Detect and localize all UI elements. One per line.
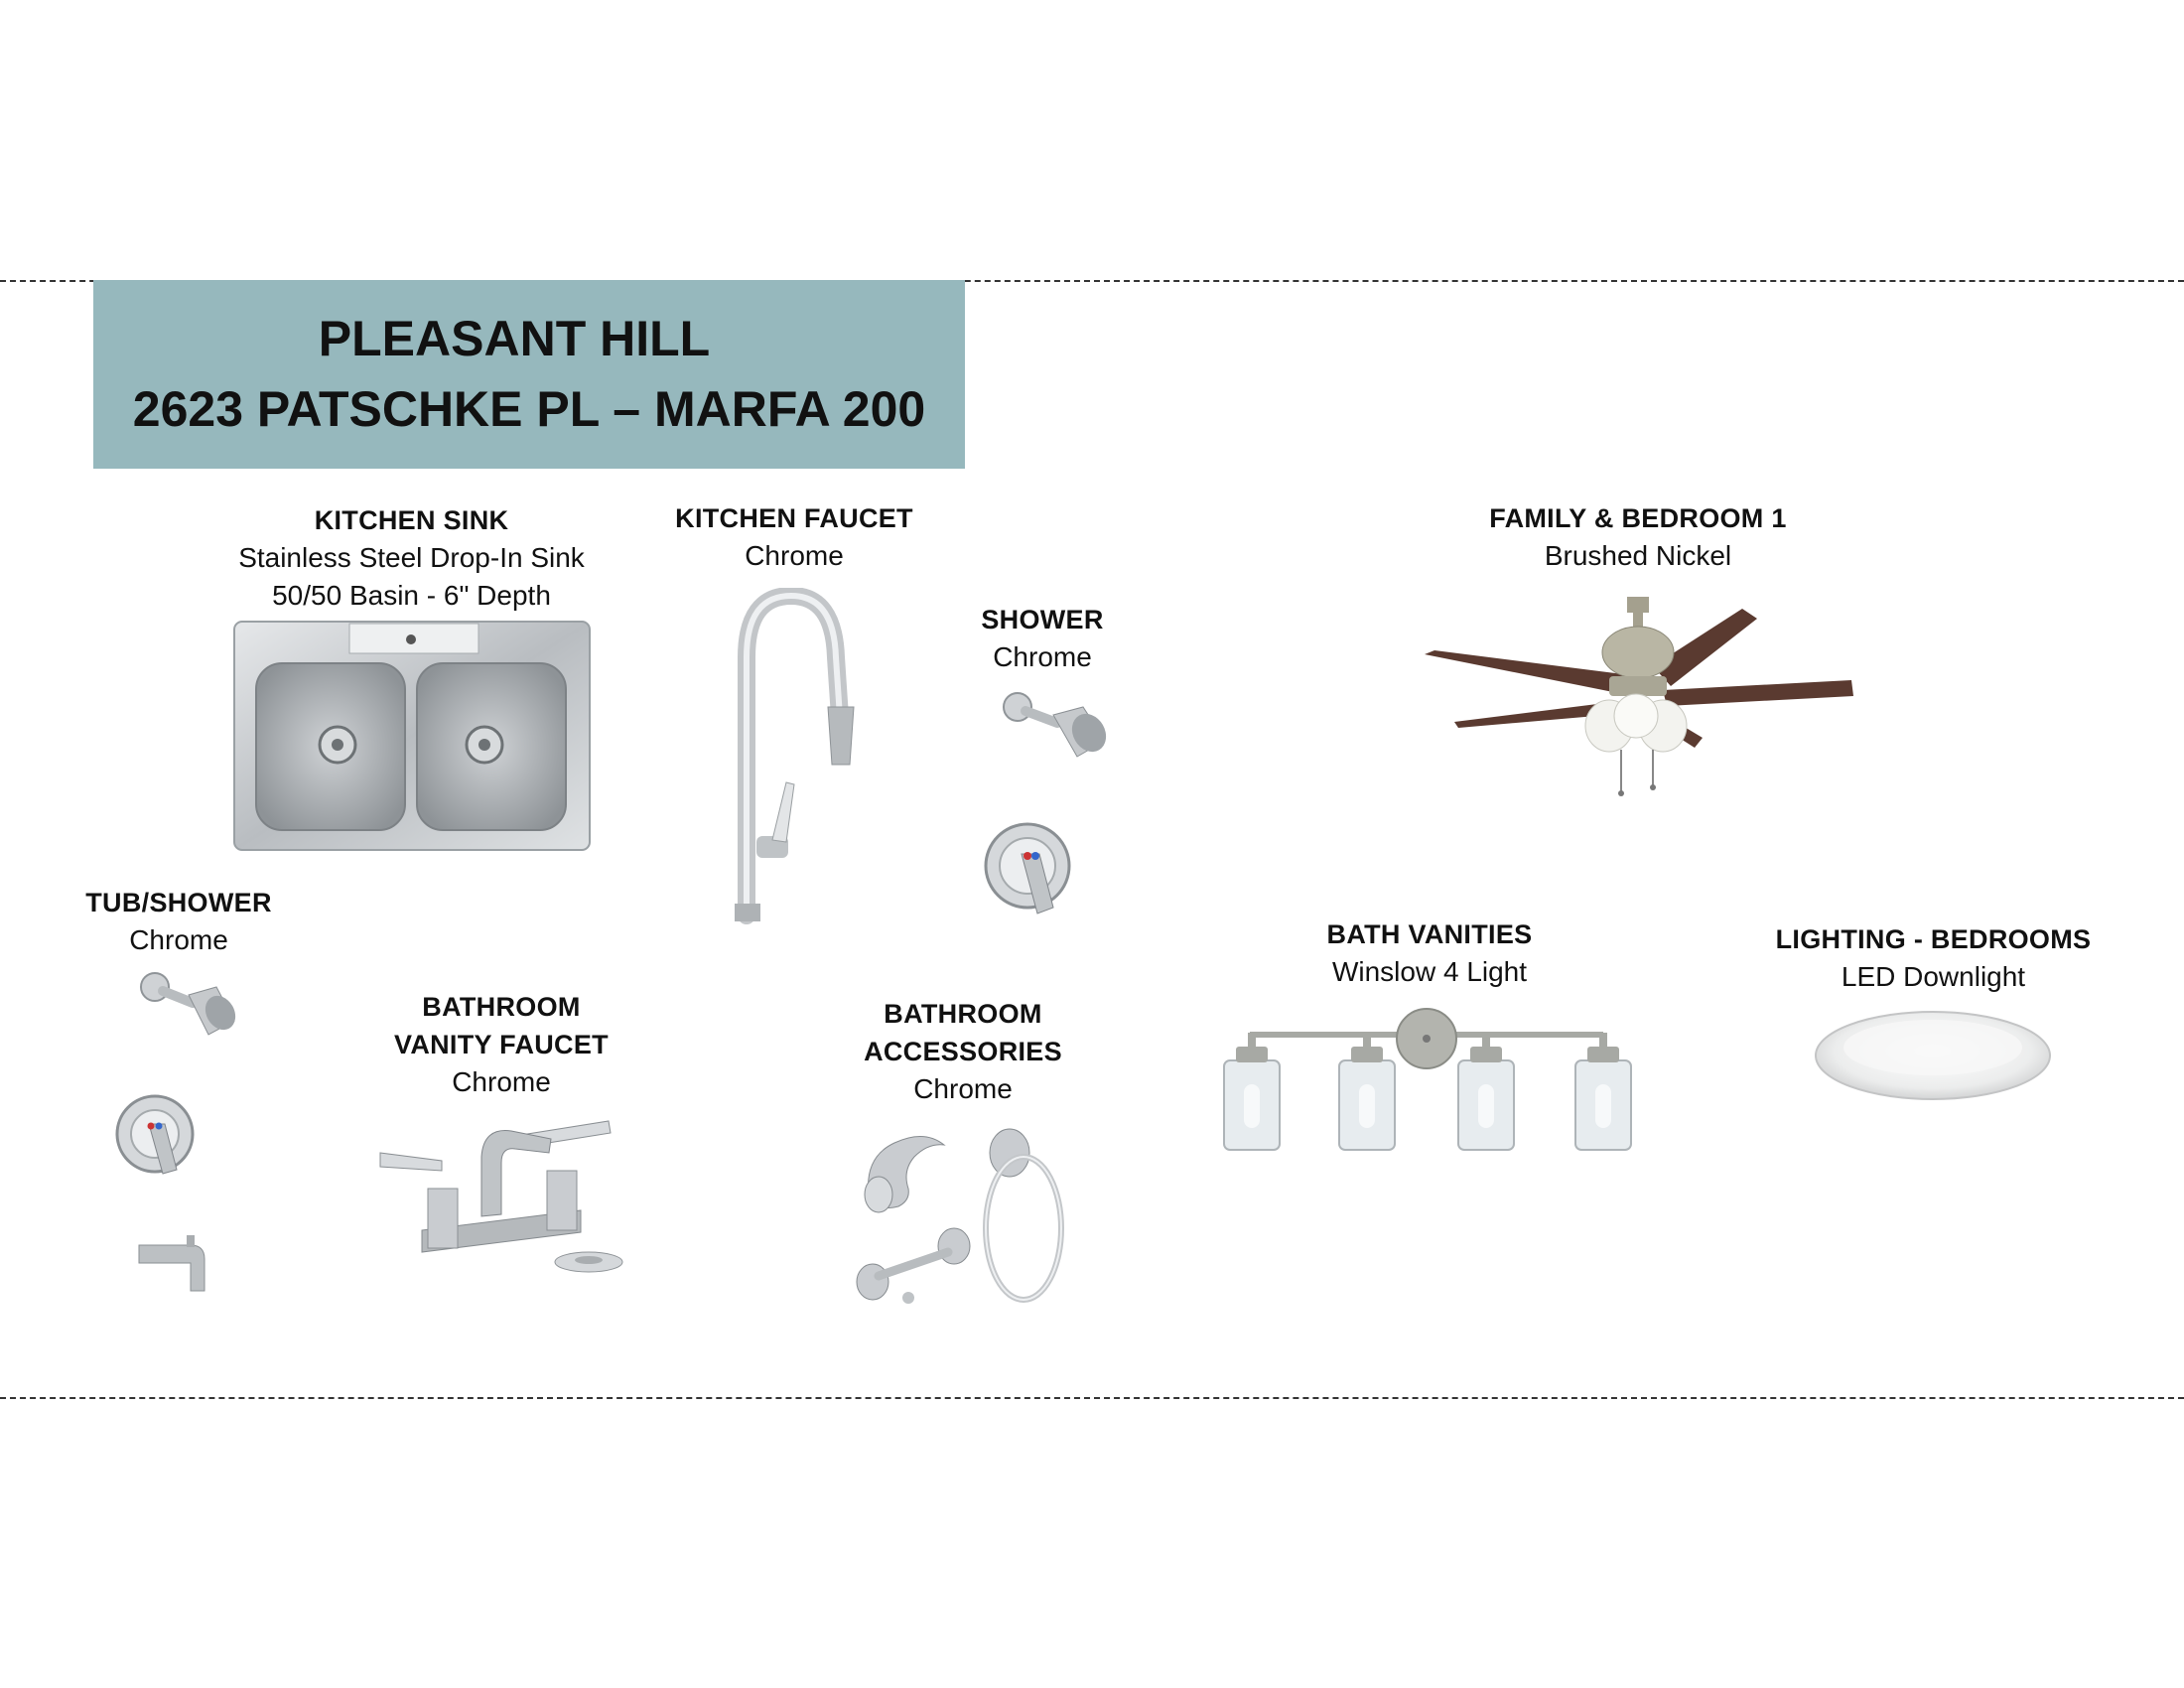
family-bedroom-label <box>1459 499 1817 575</box>
accessories-title-1: BATHROOM <box>884 999 1042 1029</box>
vanity-faucet-finish: Chrome <box>452 1066 551 1097</box>
accessories-finish: Chrome <box>913 1073 1013 1104</box>
bottom-dashed-rule <box>0 1397 2184 1399</box>
tub-shower-title: TUB/SHOWER <box>85 888 272 917</box>
double-basin-sink-icon <box>232 620 592 852</box>
bath-vanities-title: BATH VANITIES <box>1326 919 1533 949</box>
bath-accessories-icon <box>849 1117 1087 1311</box>
page-header <box>93 280 965 469</box>
lighting-bedrooms-desc: LED Downlight <box>1841 961 2026 992</box>
vanity-faucet-icon <box>372 1107 630 1281</box>
vanity-faucet-title-1: BATHROOM <box>422 992 581 1022</box>
shower-head-and-valve-icon <box>978 687 1112 920</box>
kitchen-sink-label <box>210 501 613 615</box>
shower-label <box>953 601 1132 676</box>
address-plan: 2623 PATSCHKE PL – MARFA 200 <box>132 381 926 437</box>
kitchen-faucet-finish: Chrome <box>745 540 844 571</box>
led-downlight-icon <box>1812 998 2055 1102</box>
family-bedroom-finish: Brushed Nickel <box>1544 540 1732 571</box>
lighting-bedrooms-title: LIGHTING - BEDROOMS <box>1775 924 2092 954</box>
bath-vanities-label <box>1291 915 1569 991</box>
kitchen-faucet-label <box>655 499 933 575</box>
lighting-bedrooms-label <box>1767 920 2100 996</box>
tub-shower-label <box>79 884 278 959</box>
ceiling-fan-icon <box>1415 591 1861 804</box>
shower-title: SHOWER <box>981 605 1104 634</box>
shower-finish: Chrome <box>993 641 1092 672</box>
accessories-title-2: ACCESSORIES <box>864 1037 1062 1066</box>
kitchen-sink-desc-1: Stainless Steel Drop-In Sink <box>238 542 585 573</box>
pull-down-faucet-icon <box>717 588 866 925</box>
vanity-light-bar-icon <box>1216 1005 1638 1174</box>
tub-shower-set-icon <box>109 965 238 1303</box>
tub-shower-finish: Chrome <box>129 924 228 955</box>
vanity-faucet-title-2: VANITY FAUCET <box>394 1030 609 1059</box>
kitchen-sink-title: KITCHEN SINK <box>314 505 509 535</box>
vanity-faucet-label <box>377 988 625 1101</box>
community-name: PLEASANT HILL <box>318 311 711 366</box>
accessories-label <box>844 995 1082 1108</box>
kitchen-faucet-title: KITCHEN FAUCET <box>675 503 913 533</box>
bath-vanities-desc: Winslow 4 Light <box>1331 956 1528 987</box>
family-bedroom-title: FAMILY & BEDROOM 1 <box>1489 503 1787 533</box>
kitchen-sink-desc-2: 50/50 Basin - 6" Depth <box>272 580 551 611</box>
